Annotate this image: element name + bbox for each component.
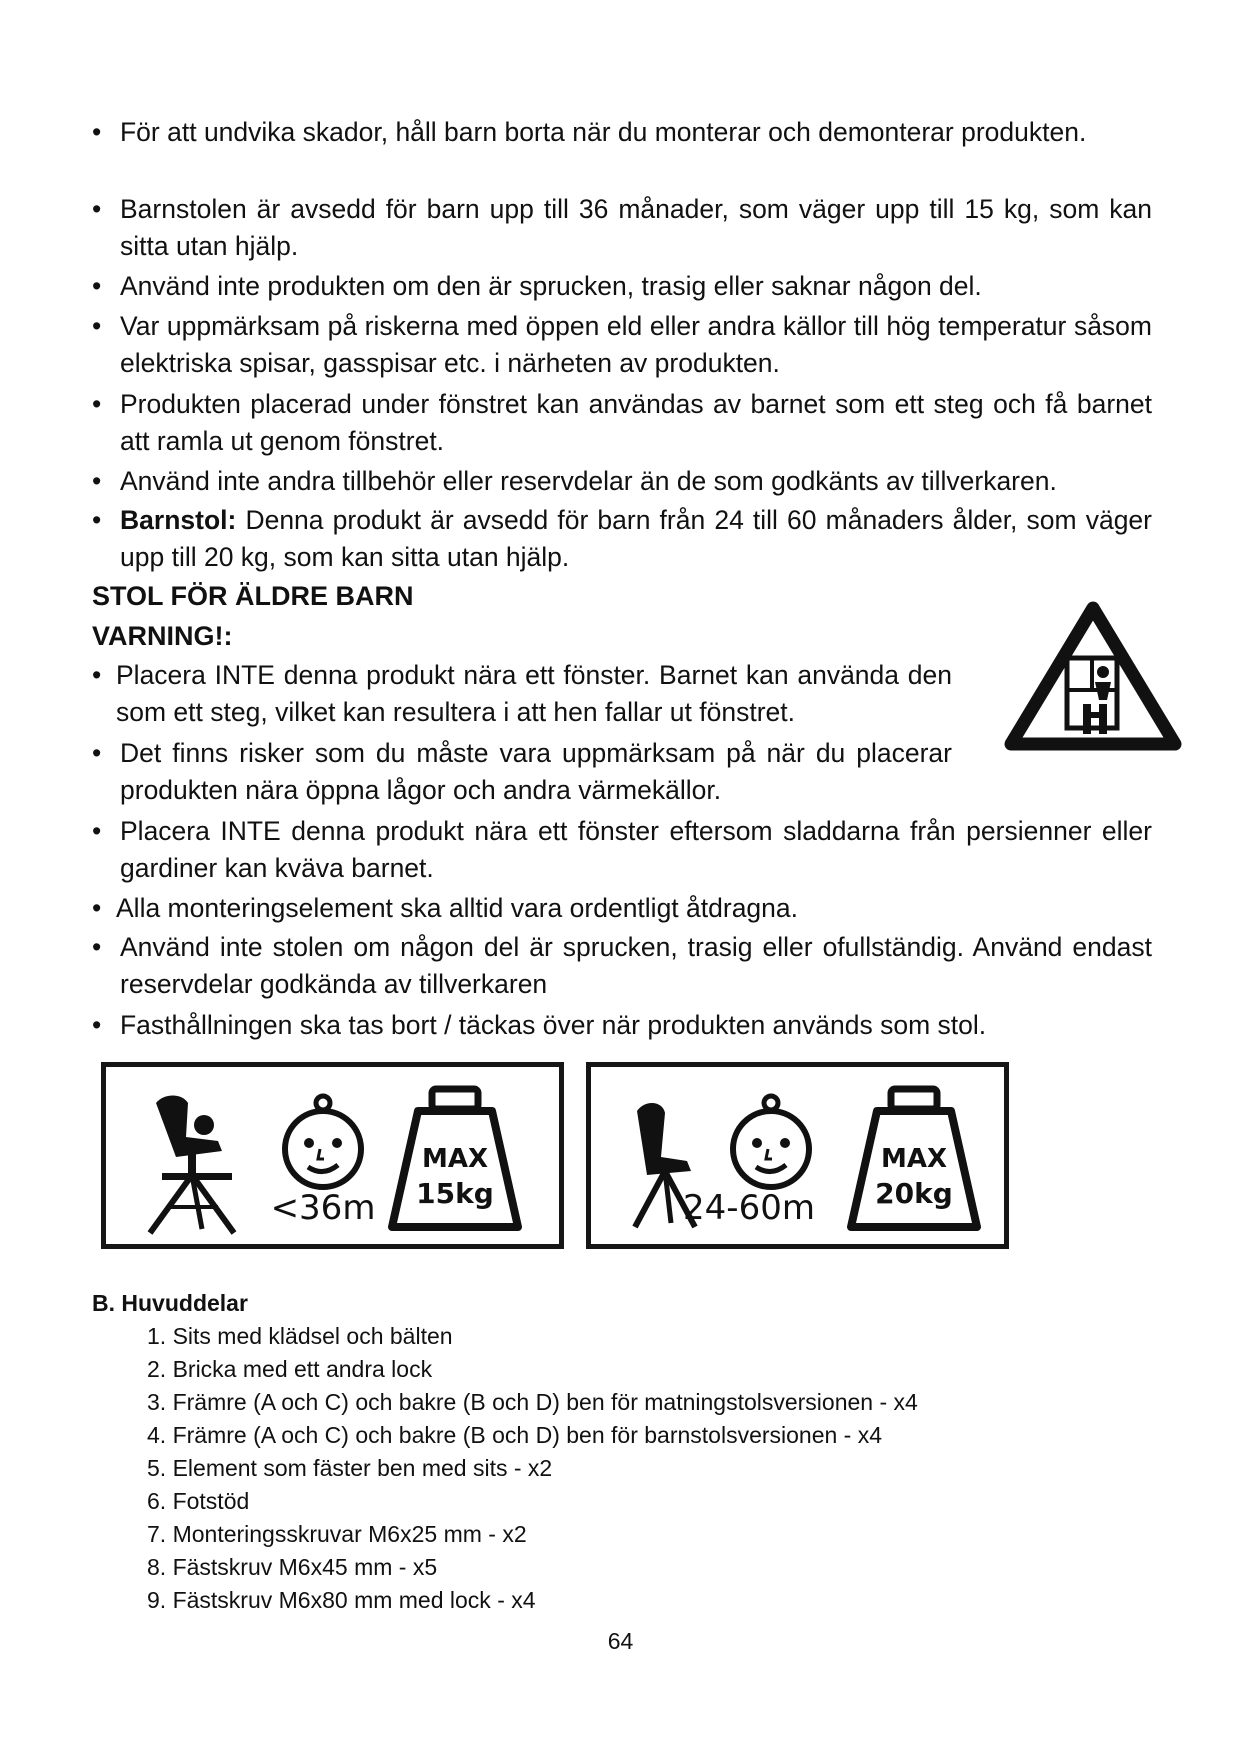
parts-list	[147, 1320, 918, 1617]
bullet-item	[92, 191, 1152, 265]
weight-value: 15kg	[416, 1177, 494, 1210]
page-number: 64	[607, 1628, 634, 1654]
warning-bullet-item	[92, 657, 952, 731]
bullet-text: Denna produkt är avsedd för barn från 24 till 60 månaders ålder, som väger upp till 20 kg, som kan sitta utan hjälp.	[120, 505, 1152, 572]
list-item: 8. Fästskruv M6x45 mm - x5	[147, 1554, 438, 1580]
bullet-item	[92, 502, 1152, 576]
list-item: 4. Främre (A och C) och bakre (B och D) ben för barnstolsversionen - x4	[147, 1422, 883, 1448]
bullet-bold-label: Barnstol:	[120, 505, 237, 535]
weight-value: 20kg	[875, 1177, 953, 1210]
bullet-dot: •	[92, 505, 102, 535]
bullet-item	[92, 386, 1152, 460]
bullet-dot: •	[92, 1010, 102, 1040]
warning-bullet-item	[92, 929, 1152, 1003]
bullet-item	[92, 308, 1152, 382]
section-title: STOL FÖR ÄLDRE BARN	[92, 581, 414, 611]
bullet-text: Var uppmärksam på riskerna med öppen eld eller andra källor till hög temperatur såsom elektriska spisar, gasspisar etc. i närheten av produkten.	[120, 311, 1152, 378]
warning-bullet-item	[92, 813, 1152, 887]
list-item: 1. Sits med klädsel och bälten	[147, 1323, 453, 1349]
age-range-label: 24-60m	[683, 1188, 815, 1228]
list-item: 5. Element som fäster ben med sits - x2	[147, 1455, 553, 1481]
bullet-item	[92, 268, 1152, 305]
bullet-text: Använd inte stolen om någon del är sprucken, trasig eller ofullständig. Använd endast reservdelar godkända av tillverkaren	[120, 932, 1152, 999]
bullet-text: Barnstolen är avsedd för barn upp till 36 månader, som väger upp till 15 kg, som kan sitta utan hjälp.	[120, 194, 1152, 261]
bullet-text: Placera INTE denna produkt nära ett fönster. Barnet kan använda den som ett steg, vilket kan resultera i att hen fallar ut fönstret.	[116, 660, 952, 727]
bullet-dot: •	[92, 893, 102, 923]
bullet-item	[92, 463, 1152, 500]
bullet-dot: •	[92, 816, 102, 846]
bullet-dot: •	[92, 117, 102, 147]
bullet-text: Alla monteringselement ska alltid vara ordentligt åtdragna.	[116, 893, 799, 923]
warning-bullet-item	[92, 890, 1152, 927]
bullet-item	[92, 114, 1152, 151]
bullet-dot: •	[92, 660, 102, 690]
bullet-text: Använd inte produkten om den är sprucken, trasig eller saknar någon del.	[120, 271, 982, 301]
bullet-text: För att undvika skador, håll barn borta när du monterar och demonterar produkten.	[120, 117, 1087, 147]
bullet-dot: •	[92, 932, 102, 962]
baby-face-icon	[285, 1096, 361, 1187]
list-item: 3. Främre (A och C) och bakre (B och D) ben för matningstolsversionen - x4	[147, 1389, 918, 1415]
high-chair-icon	[150, 1096, 234, 1234]
bullet-dot: •	[92, 271, 102, 301]
warning-bullet-item	[92, 1007, 1152, 1044]
bullet-text: Fasthållningen ska tas bort / täckas över när produkten används som stol.	[120, 1010, 987, 1040]
bullet-dot: •	[92, 389, 102, 419]
baby-face-icon	[733, 1096, 809, 1187]
list-item: 2. Bricka med ett andra lock	[147, 1356, 433, 1382]
usage-icon-panel-high-chair	[101, 1062, 564, 1249]
list-item: 7. Monteringsskruvar M6x25 mm - x2	[147, 1521, 527, 1547]
list-item: 9. Fästskruv M6x80 mm med lock - x4	[147, 1587, 536, 1613]
bullet-text: Placera INTE denna produkt nära ett fönster eftersom sladdarna från persienner eller gardiner kan kväva barnet.	[120, 816, 1152, 883]
warning-title: VARNING!:	[92, 621, 233, 651]
bullet-text: Produkten placerad under fönstret kan användas av barnet som ett steg och få barnet att ramla ut genom fönstret.	[120, 389, 1152, 456]
age-range-label: <36m	[270, 1188, 376, 1228]
bullet-text: Det finns risker som du måste vara uppmärksam på när du placerar produkten nära öppna lågor och andra värmekällor.	[120, 738, 952, 805]
warning-bullet-item	[92, 735, 952, 809]
window-fall-warning-icon	[1003, 600, 1183, 757]
bullet-dot: •	[92, 466, 102, 496]
bullet-dot: •	[92, 311, 102, 341]
usage-icon-panel-child-chair	[586, 1062, 1009, 1249]
list-item: 6. Fotstöd	[147, 1488, 250, 1514]
bullet-dot: •	[92, 738, 102, 768]
weight-max-label: MAX	[421, 1144, 489, 1174]
weight-max-label: MAX	[880, 1144, 948, 1174]
parts-title: B. Huvuddelar	[92, 1290, 248, 1316]
bullet-dot: •	[92, 194, 102, 224]
bullet-text: Använd inte andra tillbehör eller reservdelar än de som godkänts av tillverkaren.	[120, 466, 1057, 496]
